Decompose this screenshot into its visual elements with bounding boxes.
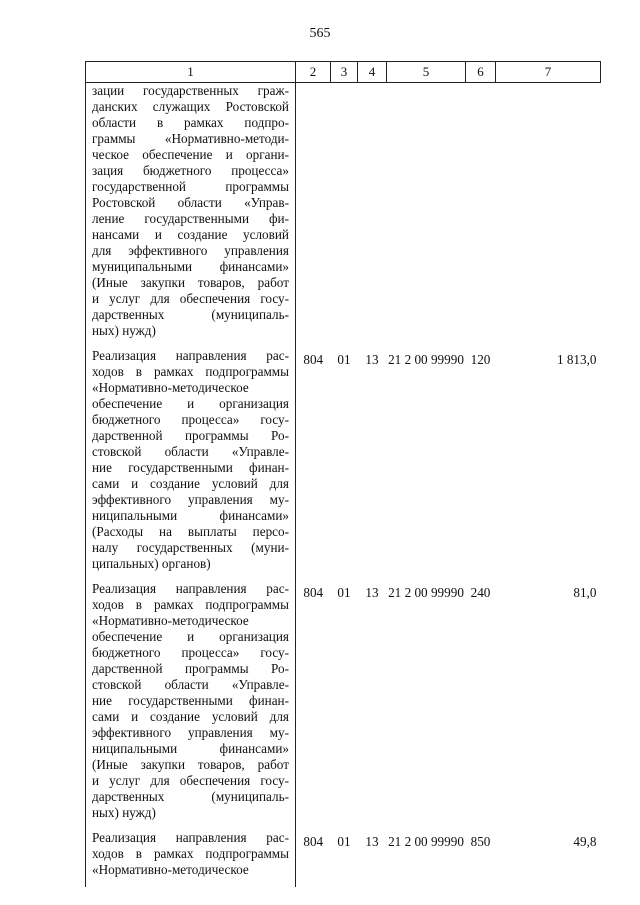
cell-section: 01	[337, 834, 351, 849]
cell-amount: 49,8	[573, 834, 597, 849]
table-row	[86, 83, 601, 349]
description-line: эффективного управления му-	[92, 492, 289, 507]
description-line: Реализация направления рас-	[92, 581, 289, 596]
description-line: дарственной программы Ро-	[92, 428, 289, 443]
description-line: ние государственными финан-	[92, 693, 289, 708]
row-description	[86, 830, 296, 887]
description-line: Ростовской области «Управ-	[92, 195, 289, 210]
description-line: ходов в рамках подпрограммы	[92, 597, 289, 612]
description-line: Реализация направления рас-	[92, 830, 289, 845]
description-line: зация бюджетного процесса»	[92, 163, 289, 178]
description-line: сами и создание условий для	[92, 476, 289, 491]
cell-section	[331, 83, 358, 349]
cell-target: 21 2 00 99990	[388, 585, 464, 600]
column-header: 1	[86, 62, 296, 83]
description-line: муниципальными финансами»	[92, 259, 289, 274]
column-header: 4	[358, 62, 387, 83]
description-line: ходов в рамках подпрограммы	[92, 364, 289, 379]
description-line: нансами и создание условий	[92, 227, 289, 242]
description-line: для эффективного управления	[92, 243, 289, 258]
cell-amount	[496, 83, 601, 349]
row-description	[86, 348, 296, 581]
cell-expense-type: 850	[470, 834, 491, 849]
column-header: 2	[296, 62, 331, 83]
description-line: ных) нужд)	[92, 323, 156, 338]
column-header: 3	[331, 62, 358, 83]
description-line: (Расходы на выплаты персо-	[92, 524, 289, 539]
description-line: обеспечение и организация	[92, 629, 289, 644]
table-row	[86, 830, 601, 887]
description-line: стовской области «Управле-	[92, 677, 289, 692]
cell-ministry: 804	[303, 585, 324, 600]
description-line: дарственных (муниципаль-	[92, 307, 289, 322]
cell-section: 01	[337, 585, 351, 600]
description-line: и услуг для обеспечения госу-	[92, 291, 289, 306]
description-line: эффективного управления му-	[92, 725, 289, 740]
cell-section: 01	[337, 352, 351, 367]
cell-subsection: 13	[365, 585, 379, 600]
cell-target: 21 2 00 99990	[388, 834, 464, 849]
cell-ministry: 804	[303, 834, 324, 849]
description-line: ние государственными финан-	[92, 460, 289, 475]
description-line: дарственной программы Ро-	[92, 661, 289, 676]
row-description	[86, 83, 296, 349]
description-line: граммы «Нормативно-методи-	[92, 131, 289, 146]
description-line: ципальных) органов)	[92, 556, 211, 571]
budget-table	[85, 61, 601, 887]
description-line: обеспечение и организация	[92, 396, 289, 411]
cell-expense-type	[466, 83, 496, 349]
description-line: ниципальными финансами»	[92, 741, 289, 756]
description-line: и услуг для обеспечения госу-	[92, 773, 289, 788]
description-line: ление государственными фи-	[92, 211, 289, 226]
cell-amount: 1 813,0	[556, 352, 597, 367]
description-line: ческое обеспечение и органи-	[92, 147, 289, 162]
row-description	[86, 581, 296, 830]
cell-target	[387, 83, 466, 349]
table-row	[86, 581, 601, 830]
cell-ministry: 804	[303, 352, 324, 367]
cell-expense-type: 120	[470, 352, 491, 367]
description-line: государственной программы	[92, 179, 289, 194]
cell-expense-type: 240	[470, 585, 491, 600]
description-line: ниципальными финансами»	[92, 508, 289, 523]
description-line: бюджетного процесса» госу-	[92, 412, 289, 427]
cell-subsection: 13	[365, 834, 379, 849]
description-line: (Иные закупки товаров, работ	[92, 757, 289, 772]
page-number: 565	[309, 26, 331, 41]
description-line: (Иные закупки товаров, работ	[92, 275, 289, 290]
description-line: «Нормативно-методическое	[92, 380, 249, 395]
table-header-row	[86, 62, 601, 83]
description-line: области в рамках подпро-	[92, 115, 289, 130]
description-line: дарственных (муниципаль-	[92, 789, 289, 804]
cell-subsection: 13	[365, 352, 379, 367]
column-header: 6	[466, 62, 496, 83]
column-header: 7	[496, 62, 601, 83]
description-line: данских служащих Ростовской	[92, 99, 289, 114]
description-line: Реализация направления рас-	[92, 348, 289, 363]
description-line: ных) нужд)	[92, 805, 156, 820]
description-line: ходов в рамках подпрограммы	[92, 846, 289, 861]
description-line: зации государственных граж-	[92, 83, 289, 98]
description-line: бюджетного процесса» госу-	[92, 645, 289, 660]
cell-subsection	[358, 83, 387, 349]
cell-target: 21 2 00 99990	[388, 352, 464, 367]
column-header: 5	[387, 62, 466, 83]
description-line: сами и создание условий для	[92, 709, 289, 724]
description-line: налу государственных (муни-	[92, 540, 289, 555]
table-row	[86, 348, 601, 581]
description-line: «Нормативно-методическое	[92, 862, 249, 877]
cell-amount: 81,0	[573, 585, 597, 600]
description-line: «Нормативно-методическое	[92, 613, 249, 628]
cell-ministry	[296, 83, 331, 349]
description-line: стовской области «Управле-	[92, 444, 289, 459]
